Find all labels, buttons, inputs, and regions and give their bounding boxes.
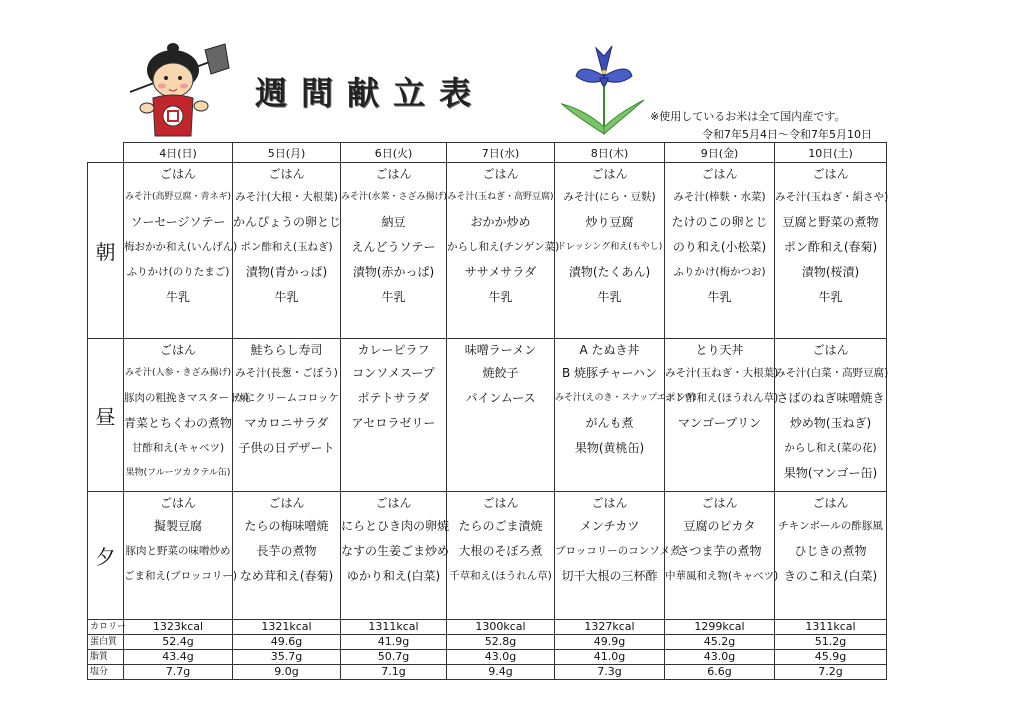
menu-item: 牛乳: [165, 290, 190, 304]
meal-label: 昼: [88, 339, 124, 492]
meal-cell: [341, 339, 447, 492]
menu-item: カレーピラフ: [357, 343, 430, 357]
menu-item: 牛乳: [707, 290, 732, 304]
menu-item: さつま芋の煮物: [677, 544, 762, 558]
menu-item: 鮭ちらし寿司: [250, 343, 323, 357]
menu-item: [665, 461, 774, 486]
iris-flower-illustration: [560, 42, 650, 137]
nutrition-label: 塩分: [88, 665, 124, 680]
nutrition-value: 1327kcal: [555, 620, 665, 635]
menu-item: ポン酢和え(ほうれん草): [665, 392, 779, 404]
menu-item: ごはん: [812, 496, 849, 510]
menu-item: ゆかり和え(白菜): [346, 569, 441, 583]
menu-item: みそ汁(長葱・ごぼう): [235, 367, 338, 379]
menu-item: ポン酢和え(玉ねぎ): [240, 241, 333, 253]
menu-item: [233, 461, 340, 486]
day-header: 4日(日): [124, 143, 233, 163]
menu-item: コンソメスープ: [352, 366, 435, 380]
meal-cell: [341, 492, 450, 620]
meal-row: [88, 163, 887, 339]
menu-item: [341, 436, 446, 461]
menu-item: 豚肉の粗挽きマスタード焼: [124, 392, 250, 404]
menu-item: おかか炒め: [470, 215, 531, 229]
menu-item: ブロッコリーのコンソメ煮: [555, 545, 681, 557]
menu-item: にらとひき肉の卵焼: [341, 519, 450, 533]
nutrition-value: 49.9g: [555, 635, 665, 650]
menu-item: B 焼豚チャーハン: [561, 366, 658, 380]
menu-item: ごはん: [268, 496, 305, 510]
menu-item: 豚肉と野菜の味噌炒め: [125, 545, 231, 557]
menu-item: 中華風和え物(キャベツ): [665, 570, 779, 582]
nutrition-value: 43.4g: [124, 650, 233, 665]
meal-cell: [447, 492, 555, 620]
menu-item: ごま和え(ブロッコリー): [124, 570, 237, 582]
menu-item: たけのこの卵とじ: [671, 215, 768, 229]
menu-item: みそ汁(玉ねぎ・高野豆腐): [447, 192, 554, 202]
nutrition-value: 7.1g: [341, 665, 447, 680]
day-header: 7日(水): [447, 143, 555, 163]
day-header: 8日(木): [555, 143, 665, 163]
nutrition-value: 49.6g: [233, 635, 341, 650]
menu-item: 果物(フルーツカクテル缶): [125, 468, 231, 478]
menu-item: [447, 411, 554, 436]
corner-cell: [88, 143, 124, 163]
menu-item: ごはん: [375, 167, 412, 181]
menu-item: みそ汁(大根・大根葉): [235, 191, 338, 203]
menu-item: 漬物(赤かっぱ): [352, 265, 435, 279]
menu-item: メンチカツ: [579, 519, 640, 533]
menu-item: なめ茸和え(春菊): [239, 569, 334, 583]
menu-item: かんぴょうの卵とじ: [233, 215, 342, 229]
menu-item: 漬物(たくあん): [568, 265, 651, 279]
menu-item: 焼餃子: [482, 366, 519, 380]
menu-item: [447, 436, 554, 461]
menu-item: 豆腐のピカタ: [683, 519, 756, 533]
menu-item: A たぬき丼: [579, 343, 640, 357]
menu-item: のり和え(小松菜): [672, 240, 767, 254]
nutrition-value: 45.2g: [665, 635, 775, 650]
nutrition-value: 1311kcal: [775, 620, 887, 635]
nutrition-value: 50.7g: [341, 650, 447, 665]
menu-item: 大根のそぼろ煮: [458, 544, 543, 558]
meal-cell: [775, 163, 887, 339]
menu-item: みそ汁(水菜・さざみ揚げ): [341, 192, 448, 202]
meal-cell: [555, 492, 681, 620]
date-range: 令和7年5月4日～令和7年5月10日: [702, 128, 872, 141]
menu-item: [341, 461, 446, 486]
nutrition-value: 7.7g: [124, 665, 233, 680]
meal-cell: [233, 339, 341, 492]
nutrition-value: 43.0g: [665, 650, 775, 665]
menu-item: きのこ和え(白菜): [783, 569, 878, 583]
nutrition-value: 7.2g: [775, 665, 887, 680]
nutrition-value: 6.6g: [665, 665, 775, 680]
menu-item: えんどうソテー: [351, 240, 436, 254]
menu-item: ごはん: [159, 496, 196, 510]
menu-item: たらの梅味噌焼: [244, 519, 329, 533]
meal-row: [88, 492, 887, 620]
meal-cell: [233, 492, 341, 620]
nutrition-value: 43.0g: [447, 650, 555, 665]
menu-item: ひじきの煮物: [794, 544, 867, 558]
nutrition-row: [88, 620, 887, 635]
meal-cell: [555, 163, 665, 339]
menu-item: みそ汁(えのき・スナップエンドウ): [555, 393, 697, 403]
menu-item: ごはん: [701, 167, 738, 181]
menu-item: ごはん: [159, 167, 196, 181]
menu-item: たらのごま漬焼: [458, 519, 543, 533]
menu-item: さばのねぎ味噌焼き: [776, 391, 885, 405]
page-title: 週間献立表: [255, 74, 486, 112]
meal-cell: [665, 339, 779, 492]
menu-item: からし和え(菜の花): [784, 442, 877, 454]
nutrition-value: 1299kcal: [665, 620, 775, 635]
menu-item: ごはん: [591, 496, 628, 510]
day-header: 10日(土): [775, 143, 887, 163]
menu-item: ごはん: [268, 167, 305, 181]
day-header: 6日(火): [341, 143, 447, 163]
menu-table: [87, 142, 887, 680]
menu-item: 牛乳: [274, 290, 299, 304]
menu-item: 長芋の煮物: [256, 544, 317, 558]
nutrition-row: [88, 665, 887, 680]
menu-item: 子供の日デザート: [238, 441, 335, 455]
menu-item: ササメサラダ: [464, 265, 537, 279]
menu-item: かにクリームコロッケ: [234, 392, 339, 404]
meal-label: 朝: [88, 163, 124, 339]
kintaro-illustration: [125, 40, 235, 140]
nutrition-value: 52.8g: [447, 635, 555, 650]
nutrition-value: 41.0g: [555, 650, 665, 665]
nutrition-value: 51.2g: [775, 635, 887, 650]
menu-item: ポテトサラダ: [357, 391, 430, 405]
menu-item: 果物(マンゴー缶): [783, 466, 878, 480]
meal-cell: [447, 339, 555, 492]
menu-item: 切干大根の三杯酢: [561, 569, 658, 583]
rice-note: ※使用しているお米は全て国内産です。: [650, 110, 846, 123]
menu-item: チキンボールの酢豚風: [778, 520, 883, 532]
menu-item: 千草和え(ほうれん草): [449, 570, 552, 582]
menu-item: ソーセージソテー: [130, 215, 226, 229]
menu-item: [555, 461, 664, 486]
menu-item: 果物(黄桃缶): [574, 441, 645, 455]
nutrition-value: 52.4g: [124, 635, 233, 650]
nutrition-value: 1300kcal: [447, 620, 555, 635]
menu-item: ごはん: [812, 343, 849, 357]
meal-cell: [665, 492, 779, 620]
menu-item: マカロニサラダ: [244, 416, 329, 430]
menu-item: みそ汁(棒麩・水菜): [673, 191, 766, 203]
nutrition-row: [88, 635, 887, 650]
nutrition-value: 45.9g: [775, 650, 887, 665]
menu-item: なすの生姜ごま炒め: [341, 544, 450, 558]
menu-item: 納豆: [381, 215, 406, 229]
menu-item: 牛乳: [818, 290, 843, 304]
menu-item: 甘酢和え(キャベツ): [131, 442, 225, 454]
menu-item: ごはん: [701, 496, 738, 510]
menu-item: からし和え(チンゲン菜): [447, 241, 560, 253]
menu-item: 炒り豆腐: [585, 215, 634, 229]
menu-item: ごはん: [375, 496, 412, 510]
meal-cell: [124, 339, 250, 492]
day-header-row: [88, 143, 887, 163]
nutrition-value: 7.3g: [555, 665, 665, 680]
menu-item: 牛乳: [597, 290, 622, 304]
menu-item: ごはん: [159, 343, 196, 357]
nutrition-row: [88, 650, 887, 665]
nutrition-value: 35.7g: [233, 650, 341, 665]
menu-item: ドレッシング和え(もやし): [556, 242, 663, 252]
menu-item: 炒め物(玉ねぎ): [789, 416, 872, 430]
nutrition-value: 1311kcal: [341, 620, 447, 635]
menu-item: ごはん: [591, 167, 628, 181]
menu-item: 青菜とちくわの煮物: [124, 416, 233, 430]
meal-cell: [124, 163, 238, 339]
menu-item: ポン酢和え(春菊): [783, 240, 878, 254]
meal-row: [88, 339, 887, 492]
menu-item: [665, 436, 774, 461]
meal-cell: [447, 163, 560, 339]
nutrition-value: 9.0g: [233, 665, 341, 680]
menu-item: みそ汁(玉ねぎ・大根葉): [665, 367, 779, 379]
meal-cell: [665, 163, 775, 339]
menu-item: 牛乳: [381, 290, 406, 304]
menu-item: みそ汁(にら・豆麩): [563, 191, 656, 203]
nutrition-value: 41.9g: [341, 635, 447, 650]
day-header: 5日(月): [233, 143, 341, 163]
menu-item: パインムース: [465, 391, 536, 405]
menu-item: 漬物(青かっぱ): [245, 265, 328, 279]
menu-item: とり天丼: [695, 343, 744, 357]
meal-cell: [555, 339, 697, 492]
nutrition-value: 1323kcal: [124, 620, 233, 635]
menu-item: ごはん: [482, 167, 519, 181]
meal-cell: [233, 163, 341, 339]
menu-item: みそ汁(玉ねぎ・絹さや): [775, 191, 889, 203]
nutrition-value: 1321kcal: [233, 620, 341, 635]
menu-item: ごはん: [812, 167, 849, 181]
meal-label: 夕: [88, 492, 124, 620]
menu-item: がんも煮: [585, 416, 634, 430]
menu-item: 豆腐と野菜の煮物: [782, 215, 879, 229]
meal-cell: [341, 163, 447, 339]
menu-item: みそ汁(白菜・高野豆腐): [775, 367, 889, 379]
menu-item: [447, 461, 554, 486]
menu-item: みそ汁(人参・きざみ揚げ): [124, 368, 232, 378]
meal-cell: [775, 492, 887, 620]
nutrition-value: 9.4g: [447, 665, 555, 680]
meal-cell: [775, 339, 887, 492]
nutrition-label: 蛋白質: [88, 635, 124, 650]
menu-item: アセロラゼリー: [351, 416, 436, 430]
nutrition-label: カロリー: [88, 620, 124, 635]
menu-item: マンゴープリン: [678, 416, 761, 430]
menu-item: 梅おかか和え(いんげん): [124, 241, 238, 253]
menu-item: みそ汁(高野豆腐・青ネギ): [124, 192, 232, 202]
menu-item: 牛乳: [488, 290, 513, 304]
menu-item: 漬物(桜漬): [801, 265, 860, 279]
meal-cell: [124, 492, 237, 620]
menu-item: ごはん: [482, 496, 519, 510]
day-header: 9日(金): [665, 143, 775, 163]
menu-item: ふりかけ(のりたまご): [126, 266, 230, 278]
menu-item: 味噌ラーメン: [464, 343, 537, 357]
nutrition-label: 脂質: [88, 650, 124, 665]
menu-item: ふりかけ(梅かつお): [673, 266, 766, 278]
menu-item: 擬製豆腐: [153, 519, 202, 533]
